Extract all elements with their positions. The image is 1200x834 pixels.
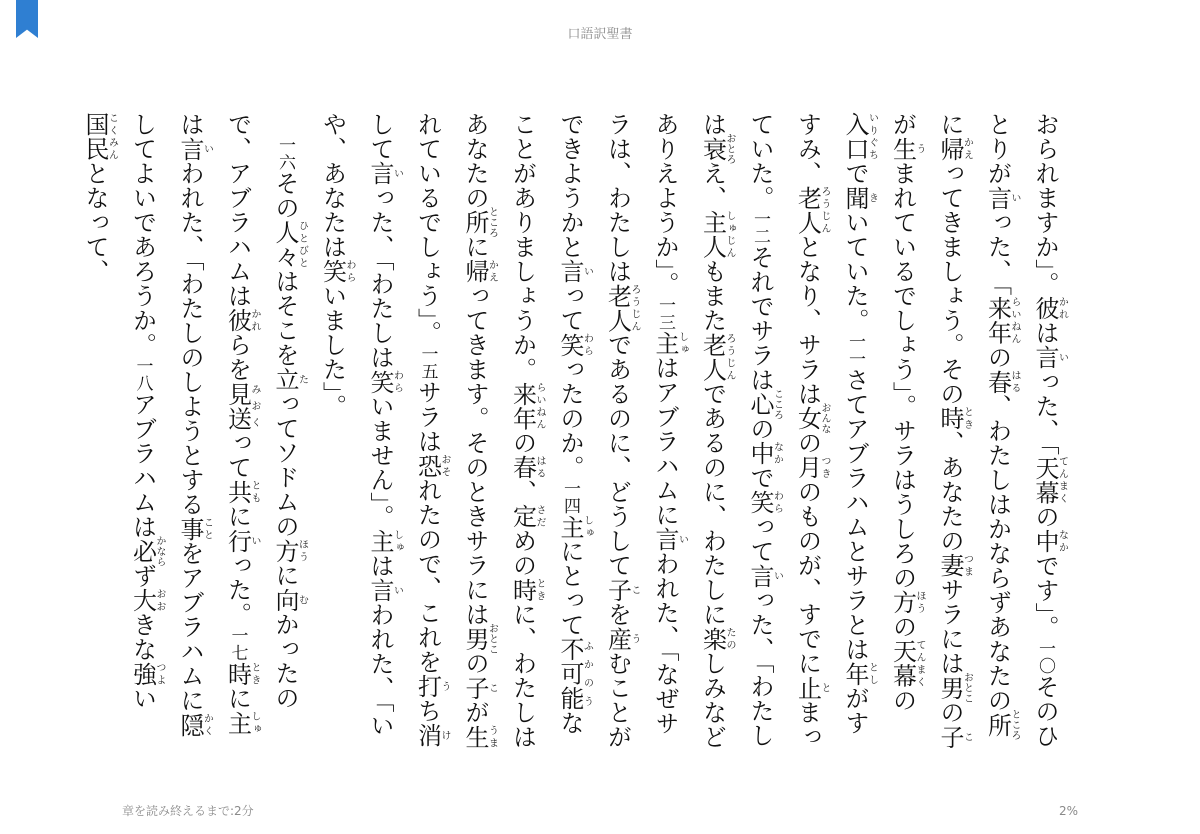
ruby-word: 言い <box>556 259 593 284</box>
ruby-word: 笑わら <box>366 369 403 394</box>
ruby-word: 月つき <box>793 455 830 480</box>
reading-page[interactable] <box>81 112 1068 752</box>
ruby-word: 消け <box>413 723 450 748</box>
ruby-word: 所ところ <box>461 206 498 238</box>
ruby-word: 隠かく <box>176 712 213 737</box>
ruby-word: 老人ろうじん <box>603 283 640 333</box>
ruby-word: 来年らいねん <box>508 381 545 431</box>
ruby-word: 笑わら <box>556 332 593 357</box>
ruby-word: 春はる <box>508 455 545 480</box>
ruby-word: 言い <box>651 527 688 552</box>
ruby-word: 時とき <box>508 577 545 602</box>
ruby-word: 笑わら <box>746 490 783 515</box>
verse-number: 一四 <box>560 479 580 515</box>
ruby-word: 言い <box>366 578 403 603</box>
ruby-word: 定さだ <box>508 504 545 529</box>
ruby-word: 老人ろうじん <box>698 332 735 382</box>
ruby-word: 言い <box>983 185 1020 210</box>
ruby-word: 春はる <box>983 369 1020 394</box>
ruby-word: 主しゅ <box>223 710 260 735</box>
ruby-word: 来年らいねん <box>983 296 1020 345</box>
ruby-word: 主しゅ <box>366 529 403 554</box>
ruby-word: 帰かえ <box>936 136 973 161</box>
ruby-word: 言い <box>1031 345 1068 370</box>
ruby-word: 子こ <box>936 724 973 749</box>
ruby-word: 主人しゅじん <box>698 210 735 259</box>
ruby-word: 楽たの <box>698 626 735 651</box>
verse-number: 一三 <box>655 296 675 331</box>
verse-number: 一二 <box>750 210 770 245</box>
ruby-word: 行い <box>223 528 260 553</box>
progress-percent-label: 2% <box>1058 804 1078 818</box>
ruby-word: 生う <box>888 136 925 161</box>
ruby-word: 人々ひとびと <box>271 220 308 269</box>
ruby-word: 天幕てんまく <box>1031 455 1068 505</box>
ruby-word: 産う <box>603 626 640 651</box>
ruby-word: 笑わら <box>318 259 355 284</box>
ruby-word: 所ところ <box>983 709 1020 741</box>
ruby-word: 妻つま <box>936 553 973 578</box>
ruby-word: 立た <box>271 367 308 392</box>
paragraph: おられますか」。彼かれは言いった、「天幕てんまくの中なかです」。一〇そのひとりが言いった、「来年らいねんの春はる、わたしはかならずあなたの所ところに帰かえってきましょう。その時とき、あなたの妻つまサラには男おとこの子こが生うまれているでしょう」。サラはうしろの方ほうの天幕てんまくの入口いりぐちで聞きいていた。一一さてアブラハムとサラとは年としがすすみ、老人ろうじんとなり、サラは女おんなの月つきのものが、すでに止とまっていた。一二それでサラは心こころの中なかで笑わらって言いった、「わたしは衰おとろえ、主人しゅじんもまた老人ろうじんであるのに、わたしに楽たのしみなどありえようか」。一三主しゅはアブラハムに言いわれた、「なぜサラは、わたしは老人ろうじんであるのに、どうして子こを産うむことができようかと言いって笑わらったのか。一四主しゅにとって不可能ふかのうなことがありましょうか。来年らいねんの春はる、定さだめの時ときに、わたしはあなたの所ところに帰かえってきます。そのときサラには男おとこの子こが生うまれているでしょう」。一五サラは恐おそれたので、これを打うち消けして言いった、「わたしは笑わらいません」。主しゅは言いわれた、「いや、あなたは笑わらいました」。 <box>318 112 1068 749</box>
ruby-word: 老人ろうじん <box>793 185 830 235</box>
paragraph: 一六その人々ひとびとはそこを立たってソドムの方ほうに向むかったので、アブラハムは彼かれらを見送みおくって共ともに行いった。一七時ときに主しゅは言いわれた、「わたしのしようとする事ことをアブラハムに隠かくしてよいであろうか。一八アブラハムは必かならず大おおきな強つよい国民こくみんとなって、 <box>81 112 308 737</box>
verse-number: 一一 <box>845 332 865 368</box>
ruby-word: 男おとこ <box>461 623 498 655</box>
book-title: 口語訳聖書 <box>567 27 633 42</box>
verse-number: 一〇 <box>1035 639 1055 675</box>
verse-number: 一八 <box>132 357 153 392</box>
ruby-word: 生うま <box>461 724 498 749</box>
ruby-word: 彼かれ <box>1031 296 1068 321</box>
ruby-word: 必かなら <box>128 535 165 567</box>
ruby-word: 中なか <box>746 441 783 466</box>
ruby-word: 彼かれ <box>223 308 260 333</box>
ruby-word: 強つよ <box>128 661 165 686</box>
ruby-word: 不可能ふかのう <box>556 637 593 711</box>
ruby-word: 言い <box>176 136 213 161</box>
ruby-word: 主しゅ <box>651 331 688 356</box>
verse-number: 一七 <box>227 626 248 662</box>
ruby-word: 女おんな <box>793 402 830 434</box>
ruby-word: 時とき <box>223 661 260 686</box>
ruby-word: 帰かえ <box>461 259 498 284</box>
ruby-word: 方ほう <box>888 590 925 615</box>
ruby-word: 子こ <box>603 577 640 602</box>
ruby-word: 大おお <box>128 588 165 613</box>
ruby-word: 男おとこ <box>936 672 973 704</box>
time-remaining-label: 章を読み終えるまで:2分 <box>122 804 254 818</box>
ruby-word: 衰おとろ <box>698 133 735 165</box>
ruby-word: 共とも <box>223 479 260 504</box>
ruby-word: 方ほう <box>271 538 308 563</box>
ruby-word: 心こころ <box>746 388 783 420</box>
ruby-word: 国民こくみん <box>81 112 118 161</box>
ruby-word: 向む <box>271 587 308 612</box>
ruby-word: 事こと <box>176 516 213 541</box>
ruby-word: 止と <box>793 675 830 700</box>
ruby-word: 聞き <box>841 185 878 210</box>
verse-number: 一五 <box>417 345 438 380</box>
ruby-word: 言い <box>746 563 783 588</box>
ruby-word: 年とし <box>841 661 878 686</box>
ruby-word: 見送みおく <box>223 381 260 431</box>
ruby-word: 子こ <box>461 675 498 700</box>
ruby-word: 言い <box>366 161 403 186</box>
ruby-word: 打う <box>413 674 450 699</box>
verse-number: 一六 <box>275 136 295 171</box>
ruby-word: 恐おそ <box>413 453 450 478</box>
ruby-word: 主しゅ <box>556 514 593 539</box>
ruby-word: 入口いりぐち <box>841 112 878 161</box>
ruby-word: 中なか <box>1031 529 1068 554</box>
ruby-word: 天幕てんまく <box>888 639 925 688</box>
ruby-word: 時とき <box>936 406 973 431</box>
